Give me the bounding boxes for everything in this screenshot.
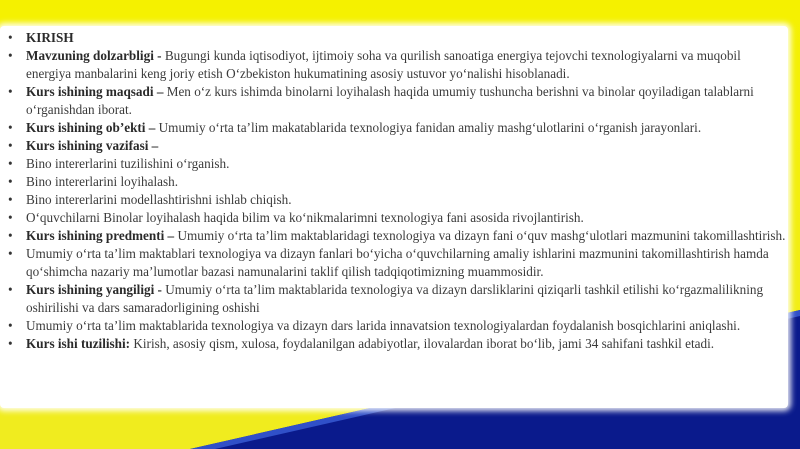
- item-text: Umumiy o‘rta ta’lim maktablaridagi texnologiya va dizayn fani o‘quv mashg‘ulotlari mazmunini takomillashtirish.: [177, 228, 786, 243]
- list-item: [8, 119, 788, 137]
- item-text: Umumiy o‘rta ta’lim maktablarida texnologiya va dizayn darsliklarini qiziqarli tashkil etilishi ko‘rgazmalilikning oshirilishi va dars samaradorligining oshishi: [26, 282, 764, 315]
- item-text: Umumiy o‘rta ta’lim maktablari texnologiya va dizayn fanlari bo‘yicha o‘quvchilarning amaliy ishlarini mazmunini takomillashtirish hamda qo‘shimcha nazariy ma’lumotlar bazasi namunalarini taklif qilish tadqiqotimizning muammosidir.: [26, 246, 769, 279]
- list-item: [8, 29, 788, 47]
- item-text: Bino intererlarini loyihalash.: [26, 174, 178, 189]
- list-item: [8, 335, 788, 353]
- list-item: [8, 191, 788, 209]
- item-text: Umumiy o‘rta ta’lim makatablarida texnologiya fanidan amaliy mashg‘ulotlarini o‘rganish jarayonlari.: [158, 120, 702, 135]
- list-item: [8, 209, 788, 227]
- item-heading: Kurs ishining ob’ekti –: [26, 120, 159, 135]
- list-item: [8, 83, 788, 119]
- item-text: Bino intererlarini tuzilishini o‘rganish.: [26, 156, 230, 171]
- item-heading: Kurs ishining predmenti –: [26, 228, 178, 243]
- list-item: [8, 137, 788, 155]
- item-heading: Kurs ishining vazifasi –: [26, 138, 159, 153]
- item-text: Men o‘z kurs ishimda binolarni loyihalash haqida umumiy tushuncha berishni va binolar qoyiladigan talablarni o‘rganishdan iborat.: [26, 84, 754, 117]
- bullet-list: [8, 29, 788, 353]
- item-text: Bino intererlarini modellashtirishni ishlab chiqish.: [26, 192, 292, 207]
- list-item: [8, 47, 788, 83]
- item-heading: Kurs ishining maqsadi –: [26, 84, 167, 99]
- item-text: Bugungi kunda iqtisodiyot, ijtimoiy soha va qurilish sanoatiga energiya tejovchi texnologiyalarni va muqobil energiya manbalarini keng joriy etish O‘zbekiston hukumatining asosiy ustuvor yo‘nalishi hisoblanadi.: [26, 48, 741, 81]
- list-item: [8, 155, 788, 173]
- list-item: [8, 245, 788, 281]
- item-text: Umumiy o‘rta ta’lim maktablarida texnologiya va dizayn dars larida innavatsion texnologiyalardan foydalanish bosqichlarini aniqlashi.: [26, 318, 741, 333]
- item-heading: KIRISH: [26, 30, 74, 45]
- list-item: [8, 281, 788, 317]
- item-heading: Kurs ishining yangiligi -: [26, 282, 166, 297]
- item-heading: Mavzuning dolzarbligi -: [26, 48, 165, 63]
- list-item: [8, 173, 788, 191]
- list-item: [8, 317, 788, 335]
- list-item: [8, 227, 788, 245]
- item-text: O‘quvchilarni Binolar loyihalash haqida bilim va ko‘nikmalarimni texnologiya fani asosida rivojlantirish.: [26, 210, 584, 225]
- item-heading: Kurs ishi tuzilishi:: [26, 336, 134, 351]
- item-text: Kirish, asosiy qism, xulosa, foydalanilgan adabiyotlar, ilovalardan iborat bo‘lib, jami 34 sahifani tashkil etadi.: [133, 336, 715, 351]
